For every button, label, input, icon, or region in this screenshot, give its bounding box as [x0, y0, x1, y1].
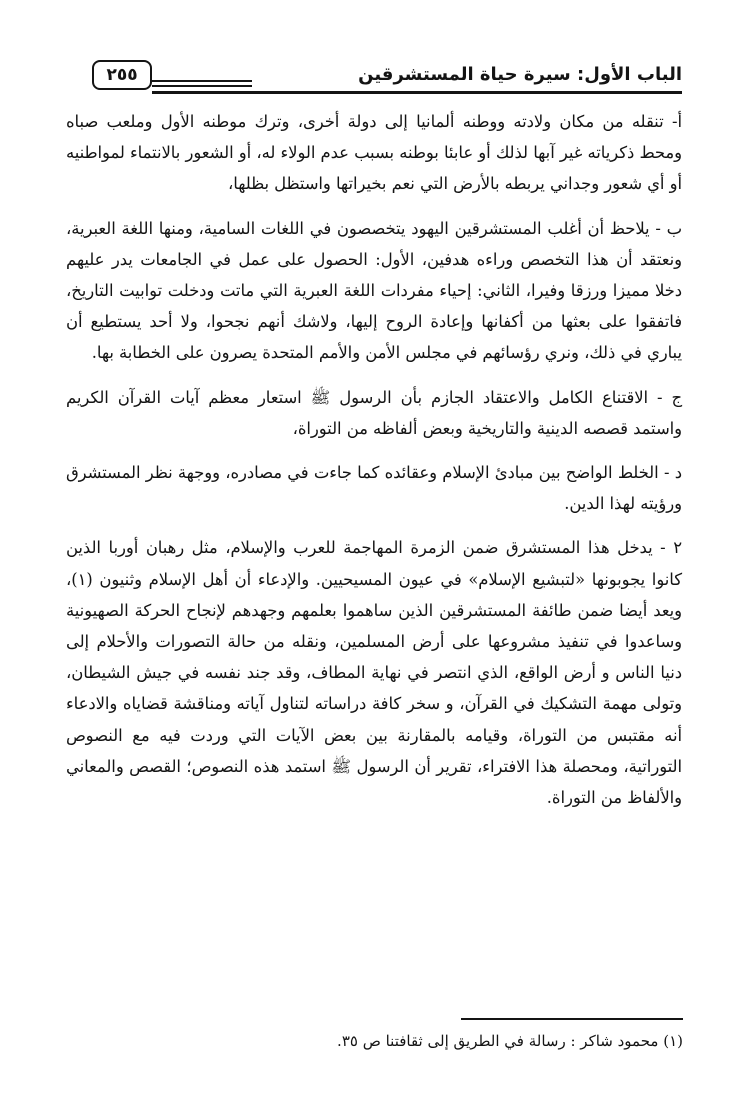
body-text	[66, 106, 682, 813]
footnote-1: (١) محمود شاكر : رسالة في الطريق إلى ثقافتنا ص ٣٥.	[337, 1032, 683, 1050]
paragraph-dal: د - الخلط الواضح بين مبادئ الإسلام وعقائده كما جاءت في مصادره، ووجهة نظر المستشرق ورؤيته لهذا الدين.	[66, 463, 682, 514]
paragraph-alif: أ- تنقله من مكان ولادته ووطنه ألمانيا إلى دولة أخرى، وترك موطنه الأول وملعب صباه ومحط ذكرياته غير آبها لذلك أو عابئا بوطنه بسبب عدم الولاء له، أو الشعور بالانتماء لمواطنيه أو أي شعور وجداني يربطه بالأرض التي نعم بخيراتها واستظل بظلها،	[66, 112, 682, 194]
paragraph-two: ٢ - يدخل هذا المستشرق ضمن الزمرة المهاجمة للعرب والإسلام، مثل رهبان أوربا الذين كانوا يجوبونها «لتبشيع الإسلام» في عيون المسيحيين. والإدعاء أن أهل الإسلام وثنيون (١)، ويعد أيضا ضمن طائفة المستشرقين الذين ساهموا بعلمهم وجهدهم لإنجاح الحركة الصهيونية وساعدوا في تنفيذ مشروعها على أرض المسلمين، ونقله من حالة التصورات والأحلام إلى دنيا الناس و أرض الواقع، الذي انتصر في نهاية المطاف، وقد جند نفسه في جيش الشيطان، وتولى مهمة التشكيك في القرآن، و سخر كافة دراساته لتناول آياته ومناقشة قضاياه والادعاء أنه مقتبس من التوراة، وقيامه بالمقارنة بين بعض الآيات التي وردت فيه مع النصوص التوراتية، ومحصلة هذا الافتراء، تقرير أن الرسول ﷺ استمد هذه النصوص؛ القصص والمعاني والألفاظ من التوراة.	[66, 538, 682, 808]
header-rule	[152, 91, 682, 94]
page-number: ٢٥٥	[92, 60, 152, 90]
paragraph-ba: ب - يلاحظ أن أغلب المستشرقين اليهود يتخصصون في اللغات السامية، ومنها اللغة العبرية، ونعتقد أن هذا التخصص وراءه هدفين، الأول: الحصول على عمل في الجامعات يدر عليهم دخلا مميزا ورزقا وفيرا، الثاني: إحياء مفردات اللغة العبرية التي ماتت ودخلت توابيت التاريخ، فاتفقوا على بعثها من أكفانها وإعادة الروح إليها، ولاشك أنهم نجحوا، ولا أحد يستطيع أن يباري في ذلك، ونري رؤسائهم في مجلس الأمن والأمم المتحدة يصرون على الخطابة بها.	[66, 218, 682, 363]
paragraph-jim: ج - الاقتناع الكامل والاعتقاد الجازم بأن الرسول ﷺ استعار معظم آيات القرآن الكريم واستمد قصصه الدينية والتاريخية وبعض ألفاظه من التوراة،	[66, 387, 682, 438]
chapter-title: الباب الأول: سيرة حياة المستشرقين	[358, 64, 682, 85]
header-double-rule-bottom	[152, 85, 252, 87]
footnote-separator	[461, 1018, 683, 1020]
header-double-rule-top	[152, 80, 252, 82]
running-header	[92, 60, 682, 96]
